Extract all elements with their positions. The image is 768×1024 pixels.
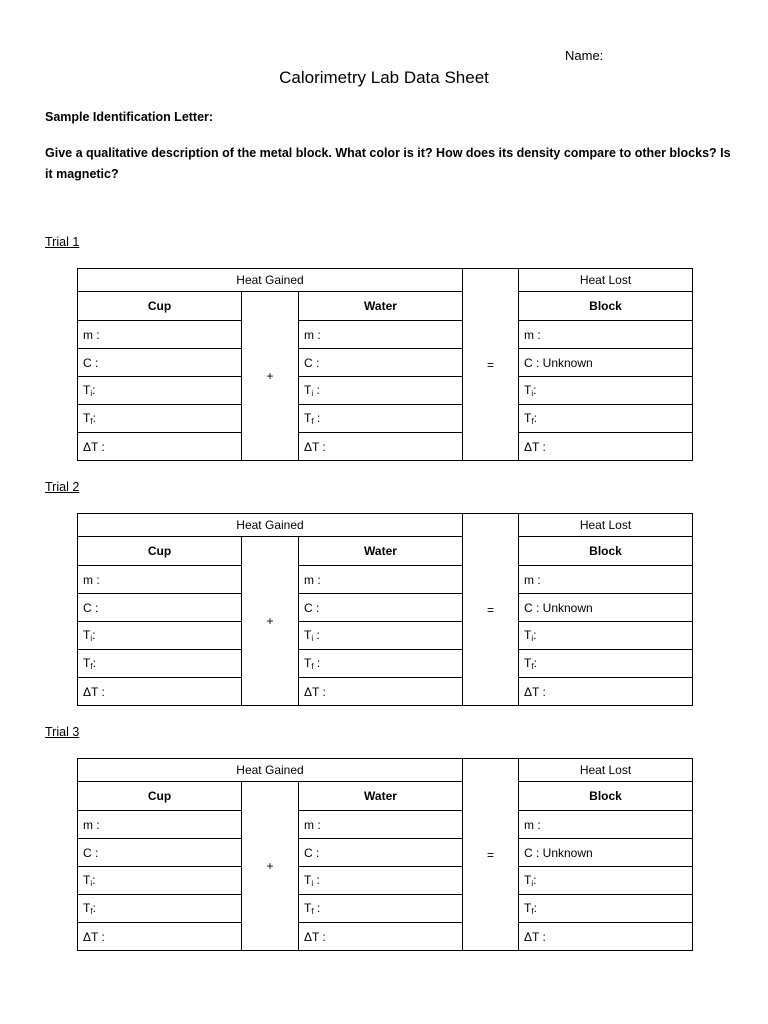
t-symbol: T	[83, 383, 91, 397]
table-subheader-row	[78, 782, 693, 811]
colon: :	[92, 628, 96, 642]
cup-ti-cell[interactable]	[78, 377, 242, 405]
t-symbol: T	[304, 628, 312, 642]
cup-delta-t-cell[interactable]: ΔT :	[78, 433, 242, 461]
block-c-cell[interactable]: C : Unknown	[519, 839, 693, 867]
t-symbol: T	[83, 628, 91, 642]
t-symbol: T	[83, 656, 91, 670]
water-mass-cell[interactable]: m :	[299, 566, 463, 594]
water-ti-cell[interactable]	[299, 377, 463, 405]
heat-gained-header: Heat Gained	[78, 514, 463, 537]
water-mass-cell[interactable]: m :	[299, 811, 463, 839]
table-row-delta-t	[78, 923, 693, 951]
water-delta-t-cell[interactable]: ΔT :	[299, 678, 463, 706]
water-header: Water	[299, 782, 463, 811]
f-subscript: f	[90, 907, 93, 916]
i-subscript: i	[311, 389, 314, 398]
cup-ti-cell[interactable]	[78, 622, 242, 650]
t-symbol: T	[524, 656, 532, 670]
t-symbol: T	[524, 873, 532, 887]
cup-c-cell[interactable]: C :	[78, 349, 242, 377]
table-title-row	[78, 759, 693, 782]
block-mass-cell[interactable]: m :	[519, 566, 693, 594]
equals-sign: =	[463, 759, 519, 951]
cup-delta-t-cell[interactable]: ΔT :	[78, 678, 242, 706]
f-subscript: f	[311, 662, 314, 671]
page-title: Calorimetry Lab Data Sheet	[279, 68, 489, 87]
f-subscript: f	[90, 662, 93, 671]
block-header: Block	[519, 782, 693, 811]
block-c-cell[interactable]: C : Unknown	[519, 594, 693, 622]
colon: :	[92, 901, 96, 915]
t-symbol: T	[304, 873, 312, 887]
block-tf-cell[interactable]	[519, 405, 693, 433]
cup-delta-t-cell[interactable]: ΔT :	[78, 923, 242, 951]
table-title-row	[78, 514, 693, 537]
f-subscript: f	[311, 907, 314, 916]
cup-ti-cell[interactable]	[78, 867, 242, 895]
cup-tf-cell[interactable]	[78, 895, 242, 923]
cup-mass-cell[interactable]: m :	[78, 321, 242, 349]
table-row-initial-temp	[78, 377, 693, 405]
i-subscript: i	[531, 634, 534, 643]
t-symbol: T	[524, 383, 532, 397]
t-symbol: T	[524, 901, 532, 915]
t-symbol: T	[304, 383, 312, 397]
water-tf-cell[interactable]	[299, 650, 463, 678]
trial-label: Trial 3	[45, 725, 80, 739]
water-c-cell[interactable]: C :	[299, 349, 463, 377]
t-symbol: T	[83, 411, 91, 425]
heat-lost-header: Heat Lost	[519, 269, 693, 292]
table-title-row	[78, 269, 693, 292]
colon: :	[316, 656, 321, 670]
block-ti-cell[interactable]	[519, 867, 693, 895]
colon: :	[533, 656, 537, 670]
t-symbol: T	[304, 901, 312, 915]
water-tf-cell[interactable]	[299, 405, 463, 433]
water-tf-cell[interactable]	[299, 895, 463, 923]
colon: :	[533, 873, 537, 887]
table-subheader-row	[78, 292, 693, 321]
f-subscript: f	[531, 907, 534, 916]
t-symbol: T	[524, 628, 532, 642]
block-ti-cell[interactable]	[519, 377, 693, 405]
t-symbol: T	[304, 411, 312, 425]
block-mass-cell[interactable]: m :	[519, 811, 693, 839]
cup-c-cell[interactable]: C :	[78, 839, 242, 867]
plus-sign: +	[242, 292, 299, 461]
block-delta-t-cell[interactable]: ΔT :	[519, 433, 693, 461]
colon: :	[316, 901, 321, 915]
i-subscript: i	[90, 389, 93, 398]
block-tf-cell[interactable]	[519, 895, 693, 923]
water-ti-cell[interactable]	[299, 867, 463, 895]
block-header: Block	[519, 292, 693, 321]
table-row-specific-heat	[78, 839, 693, 867]
cup-mass-cell[interactable]: m :	[78, 566, 242, 594]
sample-id-label: Sample Identification Letter:	[45, 110, 214, 124]
t-symbol: T	[524, 411, 532, 425]
block-tf-cell[interactable]	[519, 650, 693, 678]
f-subscript: f	[531, 662, 534, 671]
colon: :	[533, 411, 537, 425]
water-header: Water	[299, 292, 463, 321]
block-delta-t-cell[interactable]: ΔT :	[519, 678, 693, 706]
table-row-final-temp	[78, 650, 693, 678]
table-row-specific-heat	[78, 349, 693, 377]
colon: :	[92, 873, 96, 887]
trial-table	[77, 758, 693, 951]
plus-sign: +	[242, 782, 299, 951]
block-ti-cell[interactable]	[519, 622, 693, 650]
colon: :	[92, 656, 96, 670]
colon: :	[316, 628, 320, 642]
table-row-initial-temp	[78, 622, 693, 650]
table-row-mass	[78, 566, 693, 594]
i-subscript: i	[311, 634, 314, 643]
block-mass-cell[interactable]: m :	[519, 321, 693, 349]
table-row-delta-t	[78, 678, 693, 706]
water-c-cell[interactable]: C :	[299, 839, 463, 867]
cup-header: Cup	[78, 782, 242, 811]
table-row-mass	[78, 811, 693, 839]
colon: :	[92, 411, 96, 425]
i-subscript: i	[531, 389, 534, 398]
heat-lost-header: Heat Lost	[519, 514, 693, 537]
table-row-final-temp	[78, 405, 693, 433]
block-delta-t-cell[interactable]: ΔT :	[519, 923, 693, 951]
table-row-delta-t	[78, 433, 693, 461]
water-ti-cell[interactable]	[299, 622, 463, 650]
i-subscript: i	[311, 879, 314, 888]
water-header: Water	[299, 537, 463, 566]
colon: :	[316, 383, 320, 397]
trial-table	[77, 268, 693, 461]
colon: :	[316, 411, 321, 425]
equals-sign: =	[463, 514, 519, 706]
colon: :	[316, 873, 320, 887]
plus-sign: +	[242, 537, 299, 706]
i-subscript: i	[90, 879, 93, 888]
cup-mass-cell[interactable]: m :	[78, 811, 242, 839]
qualitative-question: Give a qualitative description of the metal block. What color is it? How does its density compare to other blocks? Is it magnetic?	[45, 146, 731, 181]
cup-tf-cell[interactable]	[78, 405, 242, 433]
f-subscript: f	[531, 417, 534, 426]
t-symbol: T	[304, 656, 312, 670]
cup-header: Cup	[78, 537, 242, 566]
table-subheader-row	[78, 537, 693, 566]
trial-table	[77, 513, 693, 706]
trial-label: Trial 2	[45, 480, 80, 494]
name-label: Name:	[565, 48, 604, 63]
water-mass-cell[interactable]: m :	[299, 321, 463, 349]
cup-tf-cell[interactable]	[78, 650, 242, 678]
f-subscript: f	[311, 417, 314, 426]
colon: :	[533, 383, 537, 397]
water-delta-t-cell[interactable]: ΔT :	[299, 923, 463, 951]
colon: :	[92, 383, 96, 397]
heat-lost-header: Heat Lost	[519, 759, 693, 782]
heat-gained-header: Heat Gained	[78, 759, 463, 782]
i-subscript: i	[90, 634, 93, 643]
f-subscript: f	[90, 417, 93, 426]
block-c-cell[interactable]: C : Unknown	[519, 349, 693, 377]
i-subscript: i	[531, 879, 534, 888]
heat-gained-header: Heat Gained	[78, 269, 463, 292]
colon: :	[533, 628, 537, 642]
cup-header: Cup	[78, 292, 242, 321]
table-row-mass	[78, 321, 693, 349]
cup-c-cell[interactable]: C :	[78, 594, 242, 622]
water-c-cell[interactable]: C :	[299, 594, 463, 622]
trial-label: Trial 1	[45, 235, 80, 249]
table-row-specific-heat	[78, 594, 693, 622]
equals-sign: =	[463, 269, 519, 461]
table-row-final-temp	[78, 895, 693, 923]
block-header: Block	[519, 537, 693, 566]
colon: :	[533, 901, 537, 915]
water-delta-t-cell[interactable]: ΔT :	[299, 433, 463, 461]
table-row-initial-temp	[78, 867, 693, 895]
t-symbol: T	[83, 901, 91, 915]
t-symbol: T	[83, 873, 91, 887]
